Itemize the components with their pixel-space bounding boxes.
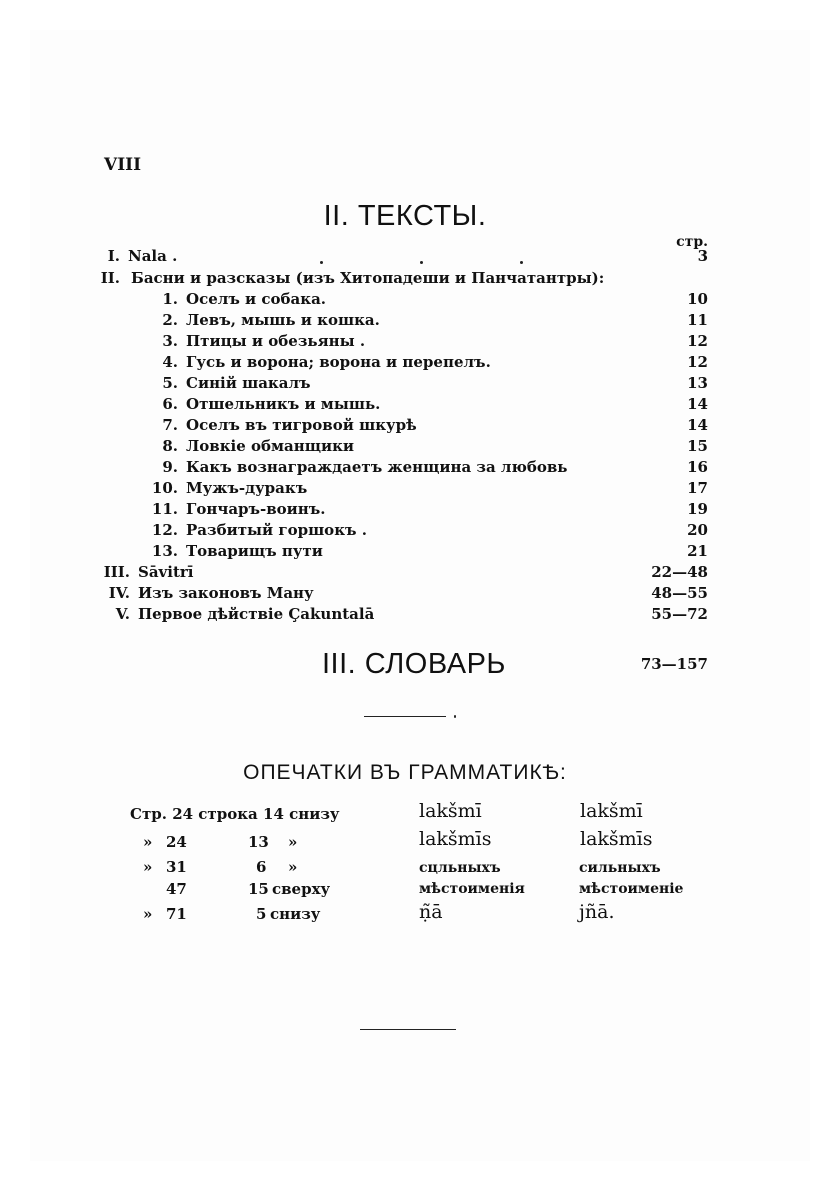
toc-title: Мужъ-дуракъ [186, 479, 308, 497]
toc-title: Левъ, мышь и кошка. [186, 311, 380, 329]
toc-num: II. [100, 269, 120, 287]
bottom-divider [360, 1029, 456, 1030]
errata-wrong: сцльныхъ [419, 860, 501, 876]
toc-page: 13 [687, 374, 708, 392]
errata-where: » [288, 858, 298, 876]
toc-num: 13. [151, 542, 178, 560]
toc-num: 8. [162, 437, 178, 455]
errata-wrong: ṇ̃ā [419, 901, 443, 923]
leader-dot [420, 261, 423, 264]
errata-wrong: lakšmī [419, 800, 482, 822]
toc-num: 12. [151, 521, 178, 539]
errata-prefix: » [143, 833, 153, 851]
errata-line: 13 [248, 833, 269, 851]
errata-right: lakšmī [580, 800, 643, 822]
toc-num: 6. [162, 395, 178, 413]
errata-page: 47 [166, 880, 187, 898]
toc-num: 7. [162, 416, 178, 434]
errata-line: 14 [263, 805, 284, 823]
errata-page: 24 [166, 833, 187, 851]
toc-page: 14 [687, 416, 708, 434]
toc-title: Оселъ и собака. [186, 290, 327, 308]
toc-title: Отшельникъ и мышь. [186, 395, 381, 413]
toc-num: 2. [162, 311, 178, 329]
toc-page: 12 [687, 353, 708, 371]
page-column-label: стр. [676, 234, 708, 250]
toc-num: 4. [162, 353, 178, 371]
toc-page: 22—48 [651, 563, 708, 581]
toc-title: Синій шакалъ [186, 374, 311, 392]
toc-title: Птицы и обезьяны . [186, 332, 366, 350]
toc-title: Оселъ въ тигровой шкурѣ [186, 416, 417, 434]
errata-row-1 [130, 805, 340, 823]
errata-line: 5 [256, 905, 267, 923]
toc-num: 10. [151, 479, 178, 497]
errata-page: 24 [172, 805, 194, 823]
toc-title: Товарищъ пути [186, 542, 323, 560]
toc-num: V. [115, 605, 130, 623]
toc-page: 3 [697, 247, 708, 265]
toc-num: 3. [162, 332, 178, 350]
errata-prefix: Стр. [130, 805, 167, 823]
toc-page: 20 [687, 521, 708, 539]
toc-title: Разбитый горшокъ . [186, 521, 367, 539]
toc-num: 1. [162, 290, 178, 308]
toc-title: Гончаръ-воинъ. [186, 500, 326, 518]
dictionary-pages: 73—157 [640, 655, 708, 673]
toc-page: 21 [687, 542, 708, 560]
toc-title: Первое дѣйствіе Çakuntalā [138, 605, 375, 623]
leader-dot [520, 261, 523, 264]
page-folio: VIII [104, 155, 142, 175]
toc-num: I. [107, 247, 120, 265]
section-divider [364, 716, 446, 717]
toc-page: 55—72 [651, 605, 708, 623]
errata-where: снизу [270, 905, 321, 923]
errata-prefix: » [143, 905, 153, 923]
toc-title: Nala . [128, 247, 178, 265]
divider-dot [454, 715, 456, 718]
errata-wrong: мѣстоименія [419, 881, 525, 897]
toc-page: 10 [687, 290, 708, 308]
toc-title: Какъ вознаграждаетъ женщина за любовь [186, 458, 568, 476]
errata-right: сильныхъ [579, 860, 661, 876]
toc-title: Гусь и ворона; ворона и перепелъ. [186, 353, 491, 371]
errata-right: jñā. [579, 901, 615, 923]
toc-num: 11. [151, 500, 178, 518]
toc-title: Sāvitrī [138, 563, 194, 581]
errata-prefix: » [143, 858, 153, 876]
errata-where: сверху [272, 880, 331, 898]
errata-right: lakšmīs [580, 828, 653, 850]
errata-wrong: lakšmīs [419, 828, 492, 850]
errata-where: » [288, 833, 298, 851]
toc-page: 17 [687, 479, 708, 497]
errata-page: 71 [166, 905, 187, 923]
dictionary-heading: III. СЛОВАРЬ [322, 648, 506, 680]
errata-line: 6 [256, 858, 267, 876]
toc-title: Изъ законовъ Ману [138, 584, 314, 602]
errata-line-word: строка [198, 805, 258, 823]
toc-num: III. [103, 563, 130, 581]
toc-num: IV. [108, 584, 130, 602]
texts-heading: II. ТЕКСТЫ. [323, 200, 487, 232]
errata-right: мѣстоименіе [579, 881, 684, 897]
toc-page: 15 [687, 437, 708, 455]
errata-heading: ОПЕЧАТКИ ВЪ ГРАММАТИКѢ: [243, 761, 567, 784]
errata-where: снизу [289, 805, 340, 823]
errata-line: 15 [248, 880, 269, 898]
toc-title: Басни и разсказы (изъ Хитопадеши и Панчатантры): [131, 269, 605, 287]
toc-num: 9. [162, 458, 178, 476]
toc-page: 11 [687, 311, 708, 329]
toc-title: Ловкіе обманщики [186, 437, 355, 455]
errata-page: 31 [166, 858, 187, 876]
toc-page: 48—55 [651, 584, 708, 602]
toc-num: 5. [162, 374, 178, 392]
toc-page: 14 [687, 395, 708, 413]
toc-page: 16 [687, 458, 708, 476]
toc-page: 19 [687, 500, 708, 518]
leader-dot [320, 261, 323, 264]
toc-page: 12 [687, 332, 708, 350]
